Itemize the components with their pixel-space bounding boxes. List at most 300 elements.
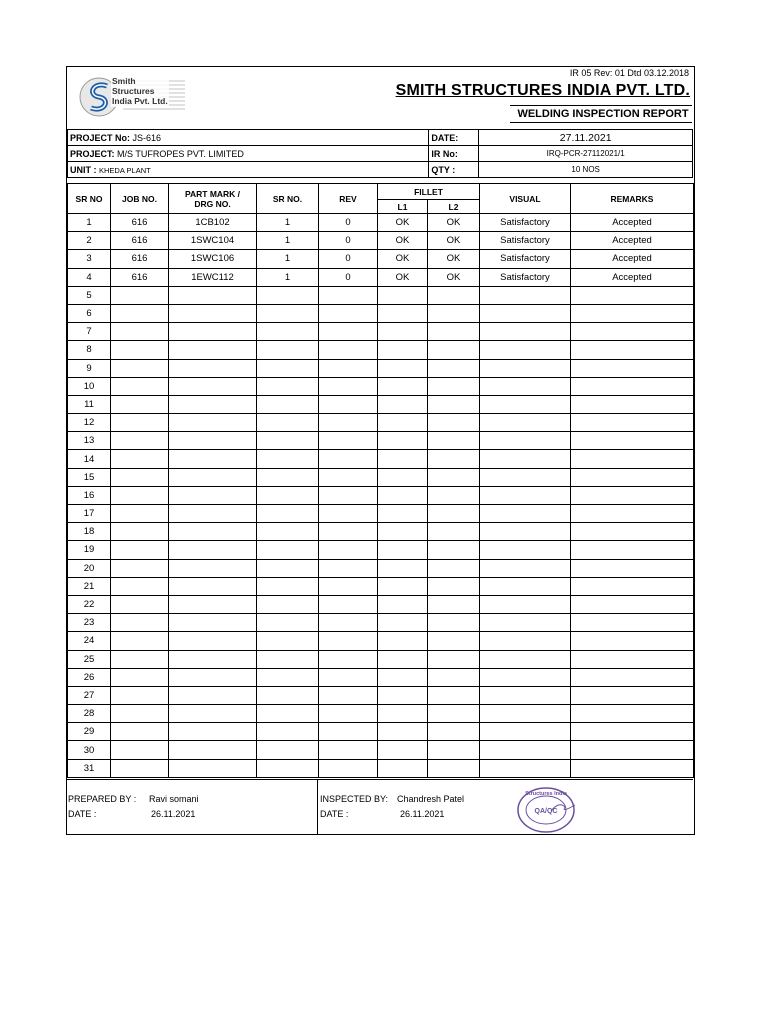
cell-job-no: 616 — [111, 268, 169, 286]
inspected-by-name: Chandresh Patel — [397, 794, 465, 804]
cell-fillet-l1: OK — [378, 268, 428, 286]
table-row — [68, 432, 694, 450]
cell-part-mark — [169, 759, 257, 777]
project-no-value: JS-616 — [132, 132, 162, 143]
prepared-date: 26.11.2021 — [151, 809, 196, 819]
cell-rev — [319, 632, 378, 650]
cell-visual — [480, 505, 571, 523]
cell-fillet-l2 — [428, 650, 480, 668]
cell-sr-no: 14 — [68, 450, 111, 468]
footer-divider — [317, 780, 318, 835]
header-row — [68, 184, 694, 200]
cell-remarks — [571, 632, 694, 650]
signature-footer — [67, 779, 693, 835]
cell-part-mark: 1SWC106 — [169, 250, 257, 268]
cell-fillet-l1 — [378, 505, 428, 523]
qty-value: 10 NOS — [479, 162, 693, 178]
cell-sr-no-2 — [257, 395, 319, 413]
cell-remarks — [571, 432, 694, 450]
cell-fillet-l2: OK — [428, 214, 480, 232]
cell-sr-no-2 — [257, 759, 319, 777]
cell-fillet-l1 — [378, 286, 428, 304]
table-row — [68, 759, 694, 777]
cell-part-mark — [169, 686, 257, 704]
col-header-sr-no: SR NO — [68, 184, 111, 214]
cell-fillet-l1 — [378, 377, 428, 395]
cell-visual — [480, 523, 571, 541]
cell-visual — [480, 414, 571, 432]
cell-visual — [480, 559, 571, 577]
cell-fillet-l2 — [428, 686, 480, 704]
cell-part-mark — [169, 559, 257, 577]
logo-text — [111, 75, 169, 107]
cell-job-no — [111, 650, 169, 668]
cell-part-mark — [169, 595, 257, 613]
company-stamp — [515, 786, 577, 834]
cell-job-no — [111, 705, 169, 723]
table-row — [68, 668, 694, 686]
table-row — [68, 250, 694, 268]
project-no-cell — [68, 130, 429, 146]
cell-sr-no-2 — [257, 741, 319, 759]
cell-sr-no: 20 — [68, 559, 111, 577]
info-row — [68, 162, 693, 178]
logo-line-1: Smith — [112, 76, 136, 86]
cell-visual: Satisfactory — [480, 250, 571, 268]
cell-sr-no-2 — [257, 614, 319, 632]
table-row — [68, 632, 694, 650]
unit-label: UNIT : — [70, 164, 97, 175]
cell-fillet-l2 — [428, 486, 480, 504]
cell-remarks — [571, 523, 694, 541]
prepared-by-label: PREPARED BY : — [68, 794, 137, 804]
cell-fillet-l2: OK — [428, 268, 480, 286]
cell-fillet-l2 — [428, 632, 480, 650]
cell-visual — [480, 486, 571, 504]
cell-visual — [480, 286, 571, 304]
cell-remarks — [571, 341, 694, 359]
project-no-label: PROJECT No: — [70, 132, 131, 143]
cell-sr-no: 1 — [68, 214, 111, 232]
cell-fillet-l2 — [428, 668, 480, 686]
cell-part-mark — [169, 577, 257, 595]
cell-rev: 0 — [319, 250, 378, 268]
col-header-part-mark — [169, 184, 257, 214]
cell-part-mark — [169, 414, 257, 432]
cell-job-no — [111, 304, 169, 322]
cell-sr-no: 28 — [68, 705, 111, 723]
cell-fillet-l2 — [428, 450, 480, 468]
cell-sr-no-2: 1 — [257, 268, 319, 286]
cell-part-mark — [169, 741, 257, 759]
date-value: 27.11.2021 — [479, 130, 693, 146]
cell-rev — [319, 377, 378, 395]
cell-visual — [480, 595, 571, 613]
cell-rev — [319, 523, 378, 541]
project-label: PROJECT: — [70, 148, 115, 159]
table-row — [68, 286, 694, 304]
cell-part-mark — [169, 359, 257, 377]
cell-rev — [319, 304, 378, 322]
company-name: SMITH STRUCTURES INDIA PVT. LTD. — [395, 82, 690, 99]
cell-fillet-l1: OK — [378, 214, 428, 232]
cell-fillet-l2 — [428, 395, 480, 413]
inspection-table — [67, 183, 694, 778]
cell-sr-no-2 — [257, 432, 319, 450]
cell-remarks — [571, 686, 694, 704]
cell-part-mark — [169, 395, 257, 413]
cell-remarks — [571, 505, 694, 523]
project-value: M/S TUFROPES PVT. LIMITED — [117, 148, 244, 159]
cell-visual — [480, 541, 571, 559]
cell-visual — [480, 323, 571, 341]
table-row — [68, 577, 694, 595]
cell-fillet-l1 — [378, 705, 428, 723]
cell-sr-no-2 — [257, 541, 319, 559]
cell-job-no — [111, 723, 169, 741]
cell-sr-no: 5 — [68, 286, 111, 304]
document-reference: IR 05 Rev: 01 Dtd 03.12.2018 — [569, 68, 689, 78]
cell-fillet-l1 — [378, 686, 428, 704]
drg-no-line: DRG NO. — [194, 198, 231, 209]
cell-sr-no-2 — [257, 450, 319, 468]
cell-sr-no-2 — [257, 577, 319, 595]
cell-job-no — [111, 486, 169, 504]
cell-part-mark — [169, 705, 257, 723]
cell-job-no — [111, 432, 169, 450]
prepared-by-name: Ravi somani — [149, 794, 199, 804]
table-row — [68, 705, 694, 723]
cell-sr-no: 19 — [68, 541, 111, 559]
cell-sr-no: 30 — [68, 741, 111, 759]
cell-part-mark — [169, 468, 257, 486]
cell-sr-no: 16 — [68, 486, 111, 504]
cell-rev — [319, 650, 378, 668]
cell-visual — [480, 686, 571, 704]
cell-sr-no-2 — [257, 341, 319, 359]
cell-visual — [480, 632, 571, 650]
cell-rev — [319, 577, 378, 595]
cell-part-mark: 1EWC112 — [169, 268, 257, 286]
table-row — [68, 541, 694, 559]
cell-part-mark: 1SWC104 — [169, 232, 257, 250]
cell-rev — [319, 432, 378, 450]
inspected-date-label: DATE : — [320, 809, 349, 819]
cell-fillet-l2: OK — [428, 232, 480, 250]
cell-sr-no: 17 — [68, 505, 111, 523]
col-header-rev: REV — [319, 184, 378, 214]
cell-sr-no-2 — [257, 377, 319, 395]
cell-sr-no-2 — [257, 486, 319, 504]
cell-fillet-l2 — [428, 505, 480, 523]
cell-sr-no-2 — [257, 650, 319, 668]
cell-remarks — [571, 595, 694, 613]
table-row — [68, 723, 694, 741]
cell-sr-no-2 — [257, 359, 319, 377]
cell-visual — [480, 577, 571, 595]
cell-job-no — [111, 286, 169, 304]
cell-fillet-l1 — [378, 359, 428, 377]
logo-line-3: India Pvt. Ltd. — [112, 96, 168, 106]
cell-fillet-l1 — [378, 559, 428, 577]
cell-fillet-l2 — [428, 705, 480, 723]
cell-job-no — [111, 614, 169, 632]
cell-visual: Satisfactory — [480, 268, 571, 286]
cell-rev — [319, 486, 378, 504]
cell-visual — [480, 723, 571, 741]
table-row — [68, 505, 694, 523]
table-row — [68, 341, 694, 359]
inspection-table-body — [68, 214, 694, 778]
table-row — [68, 214, 694, 232]
inspected-date: 26.11.2021 — [400, 809, 445, 819]
table-row — [68, 377, 694, 395]
cell-sr-no-2 — [257, 304, 319, 322]
cell-fillet-l2 — [428, 323, 480, 341]
cell-sr-no-2 — [257, 414, 319, 432]
cell-fillet-l2 — [428, 286, 480, 304]
cell-fillet-l1 — [378, 577, 428, 595]
cell-sr-no-2 — [257, 559, 319, 577]
cell-rev — [319, 759, 378, 777]
cell-visual — [480, 759, 571, 777]
prepared-date-label: DATE : — [68, 809, 97, 819]
table-row — [68, 595, 694, 613]
info-row — [68, 130, 693, 146]
cell-job-no: 616 — [111, 214, 169, 232]
col-header-remarks: REMARKS — [571, 184, 694, 214]
cell-rev — [319, 541, 378, 559]
cell-fillet-l1: OK — [378, 250, 428, 268]
cell-sr-no-2 — [257, 505, 319, 523]
cell-job-no — [111, 341, 169, 359]
cell-sr-no: 21 — [68, 577, 111, 595]
cell-sr-no: 27 — [68, 686, 111, 704]
cell-visual — [480, 341, 571, 359]
info-row — [68, 146, 693, 162]
cell-remarks — [571, 414, 694, 432]
cell-job-no — [111, 632, 169, 650]
report-title: WELDING INSPECTION REPORT — [510, 105, 692, 123]
cell-job-no — [111, 559, 169, 577]
cell-fillet-l1 — [378, 341, 428, 359]
cell-fillet-l2 — [428, 341, 480, 359]
cell-job-no — [111, 468, 169, 486]
cell-visual — [480, 741, 571, 759]
table-row — [68, 614, 694, 632]
cell-remarks — [571, 759, 694, 777]
cell-rev — [319, 341, 378, 359]
table-row — [68, 450, 694, 468]
cell-remarks — [571, 486, 694, 504]
cell-sr-no: 6 — [68, 304, 111, 322]
cell-sr-no: 26 — [68, 668, 111, 686]
cell-fillet-l1 — [378, 304, 428, 322]
cell-rev: 0 — [319, 268, 378, 286]
cell-remarks: Accepted — [571, 250, 694, 268]
cell-fillet-l1 — [378, 632, 428, 650]
table-row — [68, 741, 694, 759]
table-row — [68, 686, 694, 704]
col-header-l2: L2 — [428, 200, 480, 214]
unit-value: KHEDA PLANT — [99, 165, 151, 175]
table-row — [68, 395, 694, 413]
cell-rev — [319, 286, 378, 304]
cell-part-mark — [169, 377, 257, 395]
cell-fillet-l1 — [378, 650, 428, 668]
project-info-table — [67, 129, 693, 178]
cell-rev — [319, 323, 378, 341]
table-row — [68, 523, 694, 541]
cell-job-no — [111, 523, 169, 541]
cell-fillet-l1 — [378, 323, 428, 341]
cell-sr-no: 22 — [68, 595, 111, 613]
cell-part-mark — [169, 523, 257, 541]
cell-fillet-l1 — [378, 450, 428, 468]
cell-sr-no: 11 — [68, 395, 111, 413]
cell-part-mark — [169, 286, 257, 304]
cell-fillet-l2 — [428, 741, 480, 759]
cell-job-no — [111, 395, 169, 413]
cell-sr-no-2 — [257, 595, 319, 613]
date-label: DATE: — [429, 130, 479, 146]
ir-value: IRQ-PCR-27112021/1 — [479, 146, 693, 162]
cell-fillet-l1 — [378, 432, 428, 450]
cell-rev — [319, 595, 378, 613]
cell-fillet-l2 — [428, 468, 480, 486]
col-header-fillet: FILLET — [378, 184, 480, 200]
cell-job-no: 616 — [111, 250, 169, 268]
cell-job-no — [111, 686, 169, 704]
cell-remarks — [571, 577, 694, 595]
cell-sr-no: 7 — [68, 323, 111, 341]
cell-part-mark — [169, 541, 257, 559]
svg-text:QA/QC: QA/QC — [534, 808, 558, 815]
cell-job-no — [111, 359, 169, 377]
qty-label: QTY : — [429, 162, 479, 178]
cell-remarks — [571, 559, 694, 577]
cell-sr-no-2 — [257, 632, 319, 650]
cell-fillet-l2 — [428, 377, 480, 395]
cell-remarks — [571, 323, 694, 341]
cell-rev — [319, 359, 378, 377]
cell-job-no — [111, 595, 169, 613]
cell-visual — [480, 395, 571, 413]
table-row — [68, 559, 694, 577]
cell-fillet-l1 — [378, 395, 428, 413]
cell-part-mark — [169, 304, 257, 322]
cell-fillet-l2 — [428, 595, 480, 613]
project-cell — [68, 146, 429, 162]
cell-sr-no-2: 1 — [257, 232, 319, 250]
part-mark-line: PART MARK / — [184, 188, 241, 199]
cell-sr-no: 18 — [68, 523, 111, 541]
cell-sr-no: 12 — [68, 414, 111, 432]
cell-remarks — [571, 741, 694, 759]
cell-rev — [319, 614, 378, 632]
cell-sr-no: 13 — [68, 432, 111, 450]
cell-fillet-l2 — [428, 614, 480, 632]
cell-fillet-l2 — [428, 541, 480, 559]
cell-remarks — [571, 668, 694, 686]
report-header — [67, 67, 693, 129]
cell-visual — [480, 359, 571, 377]
cell-part-mark — [169, 723, 257, 741]
cell-sr-no: 10 — [68, 377, 111, 395]
cell-rev — [319, 395, 378, 413]
cell-visual — [480, 650, 571, 668]
cell-sr-no-2 — [257, 723, 319, 741]
cell-rev — [319, 723, 378, 741]
cell-sr-no-2: 1 — [257, 250, 319, 268]
cell-part-mark — [169, 341, 257, 359]
inspection-report-sheet — [66, 66, 695, 835]
cell-fillet-l1 — [378, 541, 428, 559]
cell-remarks — [571, 304, 694, 322]
cell-fillet-l1 — [378, 523, 428, 541]
cell-rev — [319, 559, 378, 577]
cell-sr-no: 25 — [68, 650, 111, 668]
cell-fillet-l2 — [428, 577, 480, 595]
svg-text:Structures India: Structures India — [525, 791, 567, 797]
cell-sr-no: 4 — [68, 268, 111, 286]
cell-visual — [480, 614, 571, 632]
cell-remarks — [571, 541, 694, 559]
cell-rev — [319, 705, 378, 723]
cell-rev — [319, 668, 378, 686]
cell-remarks — [571, 468, 694, 486]
cell-job-no — [111, 759, 169, 777]
cell-remarks — [571, 286, 694, 304]
cell-part-mark — [169, 450, 257, 468]
cell-sr-no-2: 1 — [257, 214, 319, 232]
cell-sr-no: 24 — [68, 632, 111, 650]
cell-job-no: 616 — [111, 232, 169, 250]
cell-fillet-l2 — [428, 523, 480, 541]
cell-remarks — [571, 377, 694, 395]
logo-line-2: Structures — [112, 86, 155, 96]
cell-fillet-l1 — [378, 414, 428, 432]
cell-fillet-l1: OK — [378, 232, 428, 250]
cell-job-no — [111, 577, 169, 595]
table-row — [68, 268, 694, 286]
cell-sr-no: 23 — [68, 614, 111, 632]
cell-job-no — [111, 323, 169, 341]
cell-sr-no-2 — [257, 468, 319, 486]
cell-remarks: Accepted — [571, 214, 694, 232]
cell-visual — [480, 468, 571, 486]
ir-label: IR No: — [429, 146, 479, 162]
table-row — [68, 468, 694, 486]
cell-job-no — [111, 741, 169, 759]
cell-fillet-l2 — [428, 359, 480, 377]
cell-part-mark — [169, 650, 257, 668]
table-row — [68, 414, 694, 432]
cell-fillet-l1 — [378, 759, 428, 777]
cell-fillet-l1 — [378, 723, 428, 741]
table-row — [68, 323, 694, 341]
cell-visual — [480, 377, 571, 395]
table-row — [68, 359, 694, 377]
cell-rev — [319, 686, 378, 704]
cell-fillet-l2: OK — [428, 250, 480, 268]
cell-fillet-l1 — [378, 668, 428, 686]
cell-rev — [319, 505, 378, 523]
cell-sr-no-2 — [257, 686, 319, 704]
table-row — [68, 232, 694, 250]
cell-part-mark — [169, 486, 257, 504]
cell-visual — [480, 668, 571, 686]
